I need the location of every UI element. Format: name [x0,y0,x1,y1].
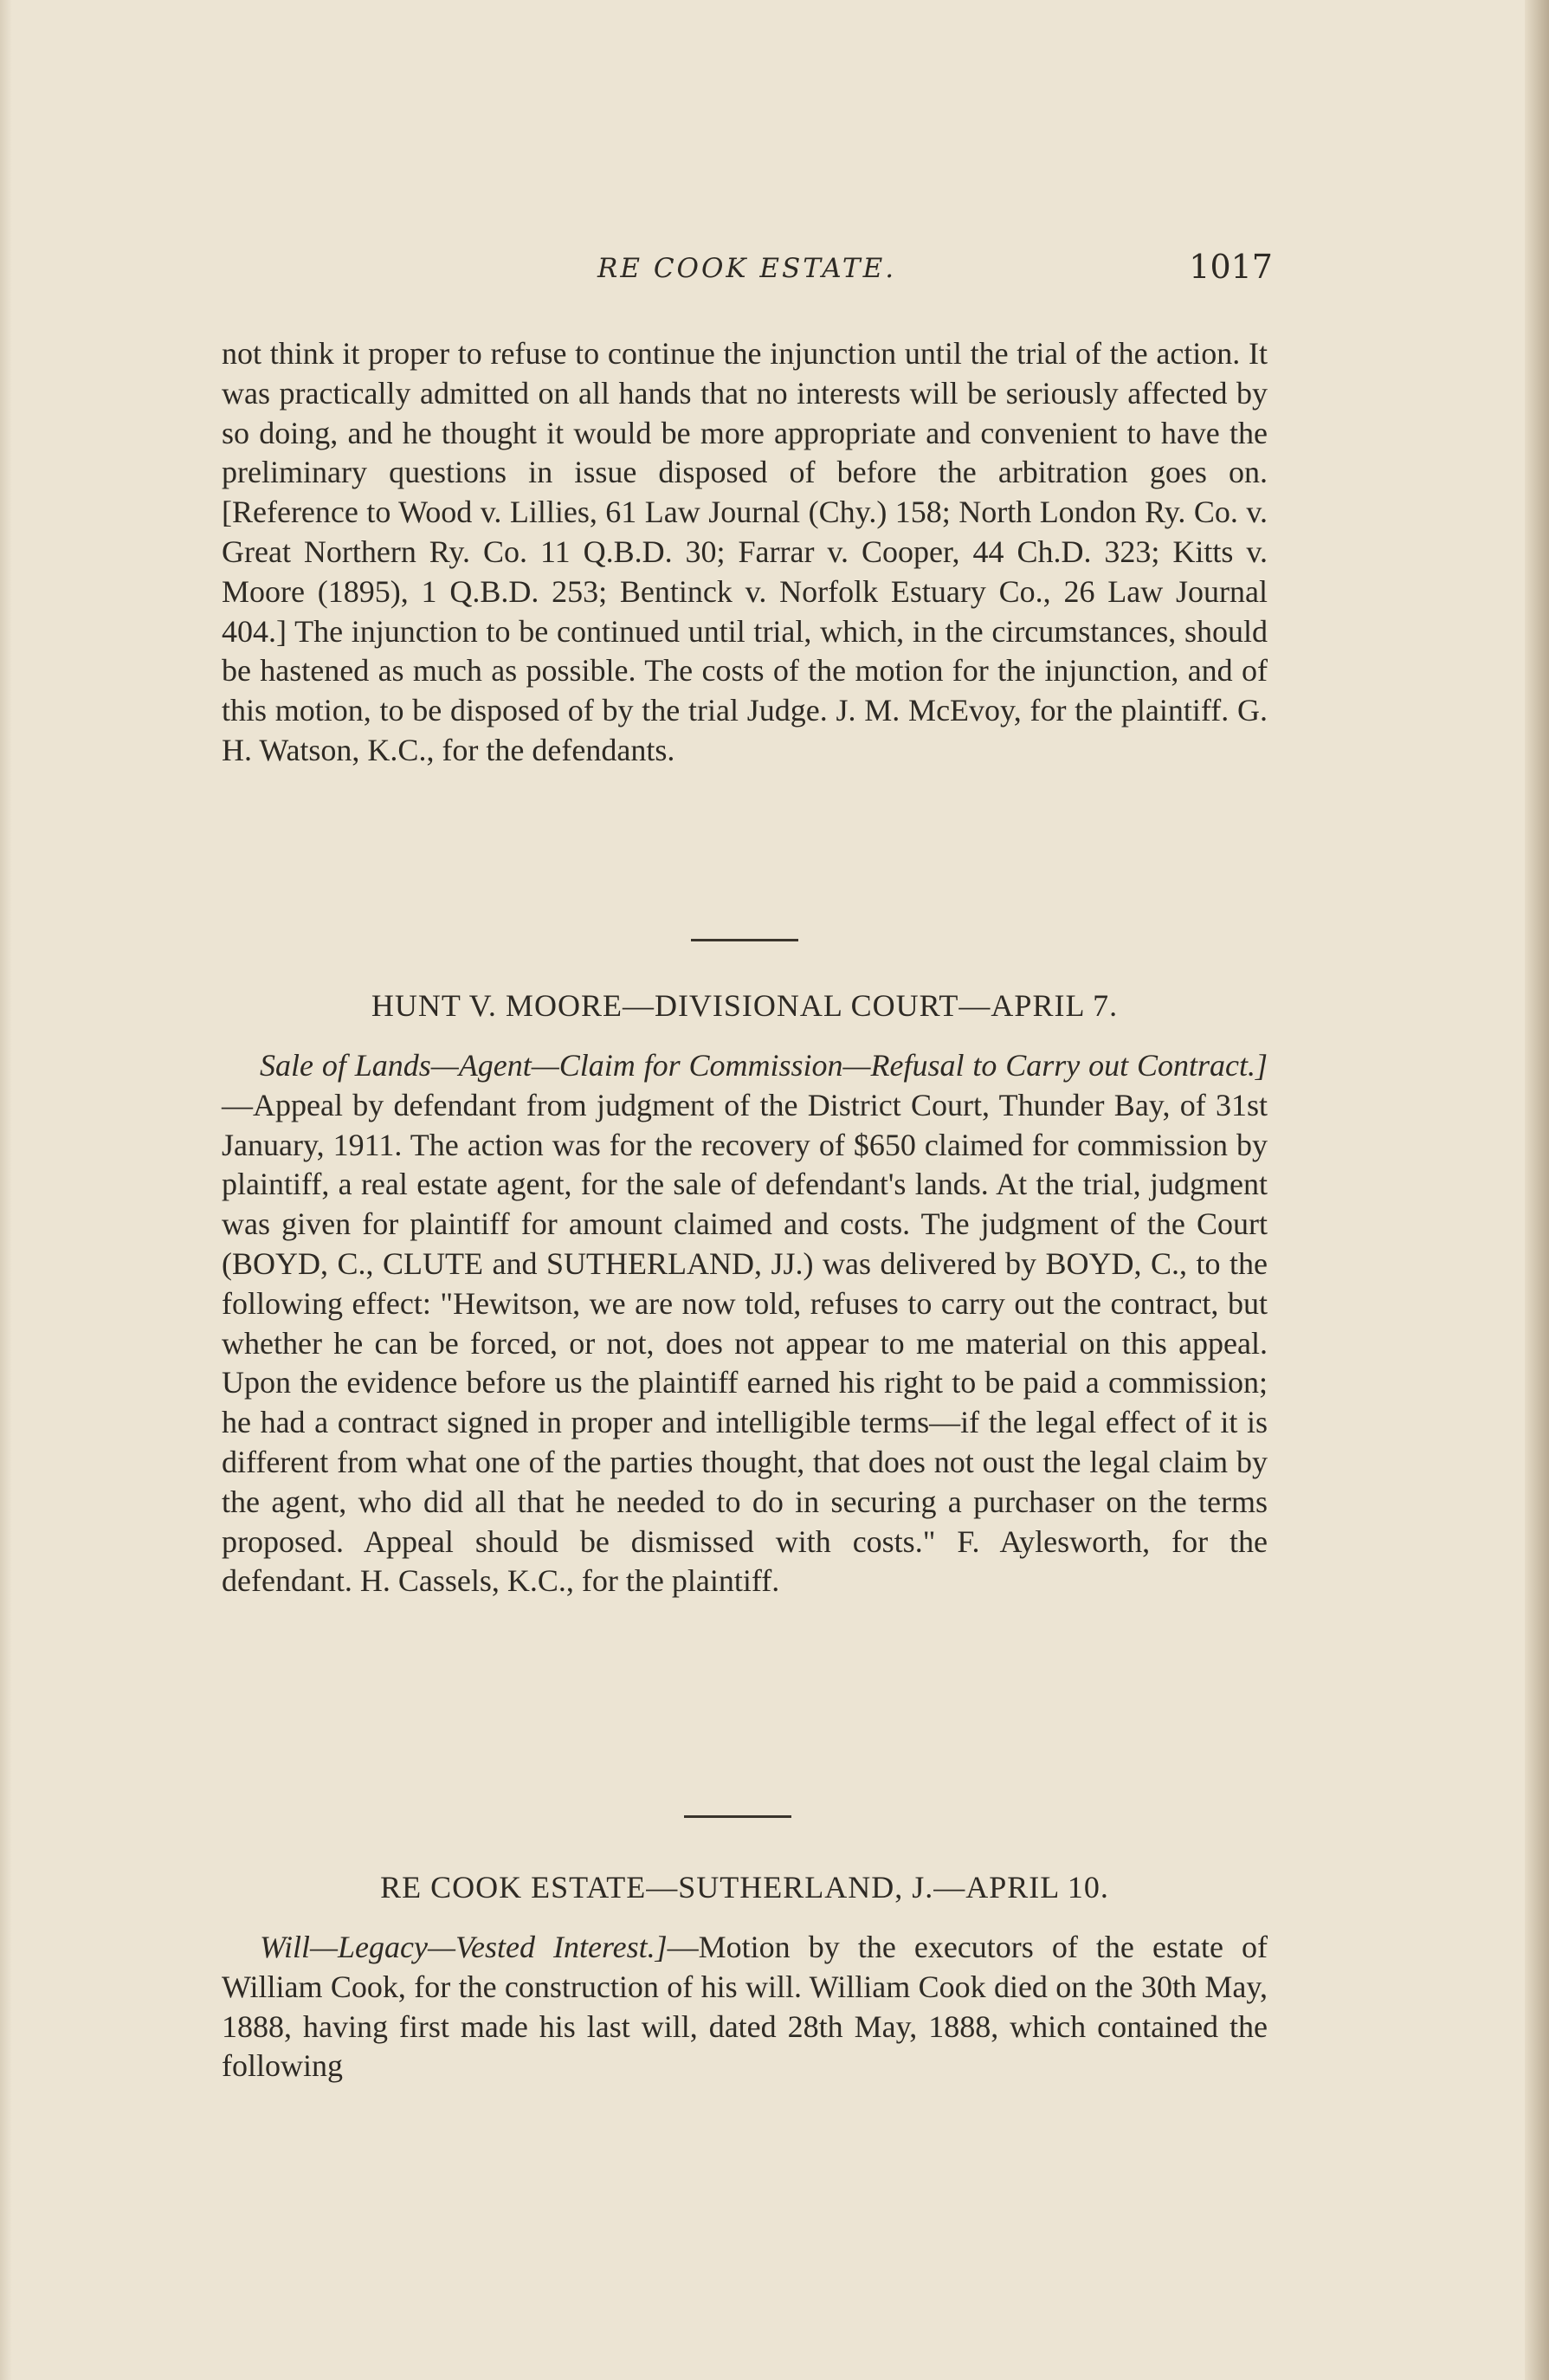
case-paragraph-hunt [222,1046,1268,1601]
case-heading-cook: RE COOK ESTATE—SUTHERLAND, J.—APRIL 10. [380,1870,1109,1905]
section-divider [691,939,798,941]
section-divider [684,1815,791,1818]
page-header [216,248,1273,300]
page-edge-left [0,0,12,2380]
case-heading-hunt: HUNT V. MOORE—DIVISIONAL COURT—APRIL 7. [371,988,1119,1023]
page-edge-right [1525,0,1549,2380]
catchwords-hunt: Sale of Lands—Agent—Claim for Commission—Refusal to Carry out Contract.] [260,1048,1268,1083]
running-head: RE COOK ESTATE. [597,253,897,284]
catchwords-cook: Will—Legacy—Vested Interest.] [260,1930,668,1964]
case-paragraph-cook [222,1928,1268,2086]
opening-paragraph: not think it proper to refuse to continue the injunction until the trial of the action. It was practically admitted on all hands that no interests will be seriously affected by so doing, and he thought it would be more appropriate and convenient to have the preliminary questions in issue disposed of before the arbitration goes on. [Reference to Wood v. Lillies, 61 Law Journal (Chy.) 158; North London Ry. Co. v. Great Northern Ry. Co. 11 Q.B.D. 30; Farrar v. Cooper, 44 Ch.D. 323; Kitts v. Moore (1895), 1 Q.B.D. 253; Bentinck v. Norfolk Estuary Co., 26 Law Journal 404.] The injunction to be continued until trial, which, in the circumstances, should be hastened as much as possible. The costs of the motion for the injunction, and of this motion, to be disposed of by the trial Judge. J. M. McEvoy, for the plaintiff. G. H. Watson, K.C., for the defendants. [222,336,1268,767]
page-number: 1017 [1189,248,1273,286]
case-body-cook: —Motion by the executors of the estate of William Cook, for the construction of his will. William Cook died on the 30th May, 1888, having first made his last will, dated 28th May, 1888, which contained the following [222,1930,1268,2084]
case-body-hunt: —Appeal by defendant from judgment of the District Court, Thunder Bay, of 31st January, 1911. The action was for the recovery of $650 claimed for commission by plaintiff, a real estate agent, for the sale of defendant's lands. At the trial, judgment was given for plaintiff for amount claimed and costs. The judgment of the Court (BOYD, C., CLUTE and SUTHERLAND, JJ.) was delivered by BOYD, C., to the following effect: "Hewitson, we are now told, refuses to carry out the contract, but whether he can be forced, or not, does not appear to me material on this appeal. Upon the evidence before us the plaintiff earned his right to be paid a commission; he had a contract signed in proper and intelligible terms—if the legal effect of it is different from what one of the parties thought, that does not oust the legal claim by the agent, who did all that he needed to do in securing a purchaser on the terms proposed. Appeal should be dismissed with costs." F. Aylesworth, for the defendant. H. Cassels, K.C., for the plaintiff. [222,1087,1268,1599]
